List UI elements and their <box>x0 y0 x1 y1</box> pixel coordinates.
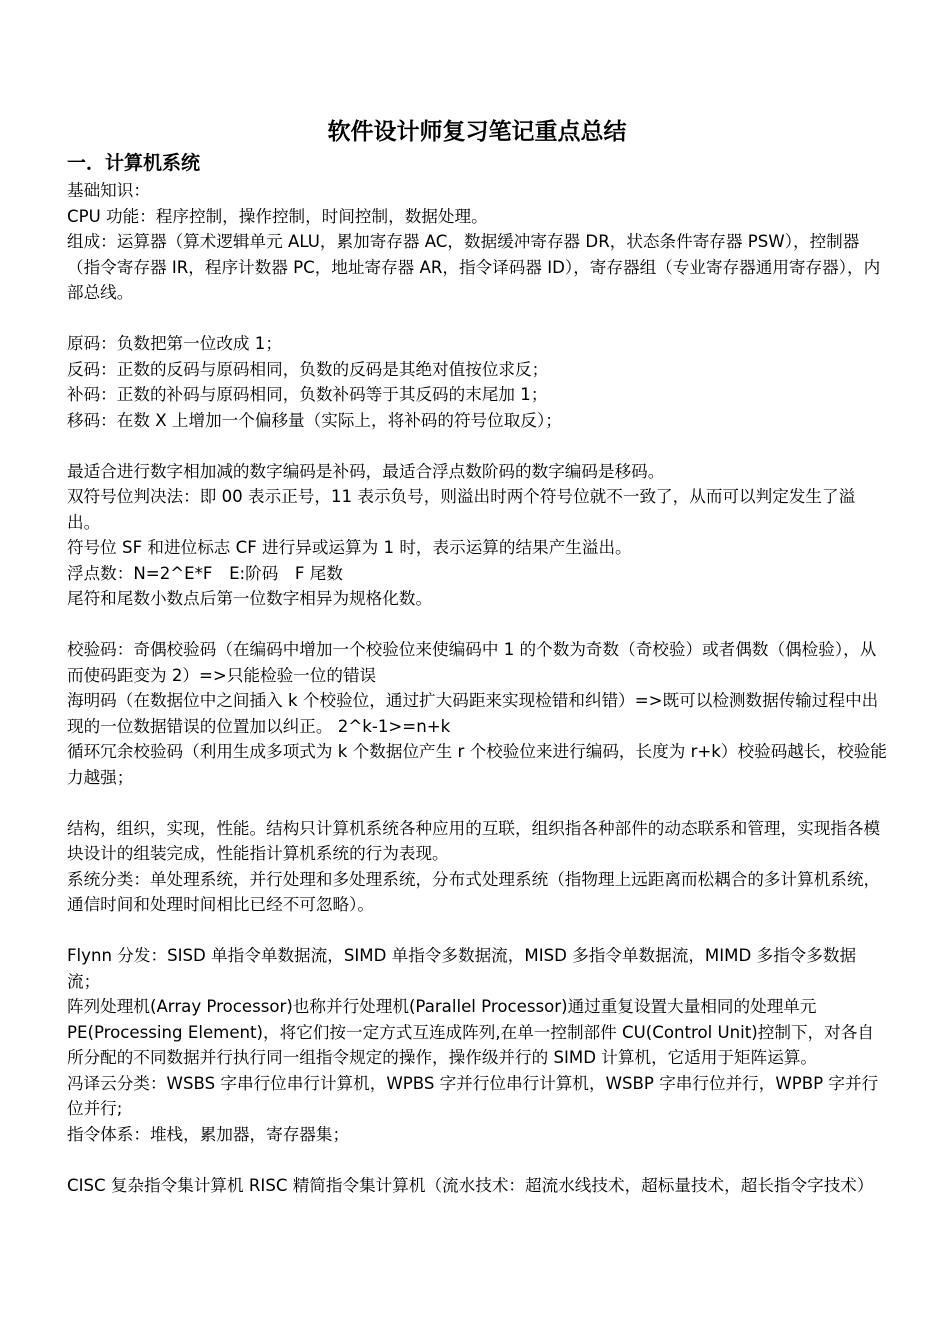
body-paragraph: 浮点数：N=2^E*F E:阶码 F 尾数 <box>67 563 343 583</box>
body-paragraph: 组成：运算器（算术逻辑单元 ALU，累加寄存器 AC，数据缓冲寄存器 DR，状态条件寄存器 PSW），控制器（指令寄存器 IR，程序计数器 PC，地址寄存器 AR，指令译码器 ID），寄存器组（专业寄存器通用寄存器），内部总线。 <box>67 232 881 302</box>
body-paragraph: 补码：正数的补码与原码相同，负数补码等于其反码的末尾加 1； <box>67 385 548 404</box>
body-paragraph: 指令体系：堆栈，累加器，寄存器集； <box>67 1124 350 1144</box>
paragraph-gap <box>67 433 887 459</box>
document-title: 软件设计师复习笔记重点总结 <box>327 119 627 145</box>
body-paragraph: 基础知识： <box>67 181 150 200</box>
paragraph-gap <box>67 306 887 332</box>
body-paragraph: 尾符和尾数小数点后第一位数字相异为规格化数。 <box>67 589 433 608</box>
body-paragraph: 循环冗余校验码（利用生成多项式为 k 个数据位产生 r 个校验位来进行编码，长度为 r+k）校验码越长，校验能力越强； <box>67 742 887 787</box>
body-paragraph: 海明码（在数据位中之间插入 k 个校验位，通过扩大码距来实现检错和纠错）=>既可以检测数据传输过程中出现的一位数据错误的位置加以纠正。 2^k-1>=n+k <box>67 691 879 736</box>
body-paragraph: 结构，组织，实现，性能。结构只计算机系统各种应用的互联，组织指各种部件的动态联系和管理，实现指各模块设计的组装完成，性能指计算机系统的行为表现。 <box>67 818 881 863</box>
body-paragraph: CISC 复杂指令集计算机 RISC 精简指令集计算机（流水技术：超流水线技术，超标量技术，超长指令字技术） <box>67 1175 874 1195</box>
body-paragraph: 最适合进行数字相加减的数字编码是补码，最适合浮点数阶码的数字编码是移码。 <box>67 461 665 481</box>
body-paragraph: 系统分类：单处理系统，并行处理和多处理系统，分布式处理系统（指物理上远距离而松耦合的多计算机系统，通信时间和处理时间相比已经不可忽略）。 <box>67 869 881 914</box>
body-paragraph: 原码：负数把第一位改成 1； <box>67 334 282 353</box>
paragraph-gap <box>67 790 887 816</box>
body-paragraph: Flynn 分发：SISD 单指令单数据流，SIMD 单指令多数据流，MISD 多指令单数据流，MIMD 多指令多数据流； <box>67 946 857 991</box>
document-body <box>67 178 887 1198</box>
body-paragraph: 符号位 SF 和进位标志 CF 进行异或运算为 1 时，表示运算的结果产生溢出。 <box>67 538 632 557</box>
body-paragraph: 反码：正数的反码与原码相同，负数的反码是其绝对值按位求反； <box>67 359 549 379</box>
body-paragraph: 阵列处理机(Array Processor)也称并行处理机(Parallel Processor)通过重复设置大量相同的处理单元 PE(Processing Element)，将它们按一定方式互连成阵列,在单一控制部件 CU(Control Unit)控制下，对各自所分配的不同数据并行执行同一组指令规定的操作，操作级并行的 SIMD 计算机，它适用于矩阵运算。 <box>67 997 874 1067</box>
paragraph-gap <box>67 918 887 944</box>
body-paragraph: 冯译云分类：WSBS 字串行位串行计算机，WPBS 字并行位串行计算机，WSBP 字串行位并行，WPBP 字并行位并行; <box>67 1073 879 1118</box>
body-paragraph: 双符号位判决法：即 00 表示正号，11 表示负号，则溢出时两个符号位就不一致了，从而可以判定发生了溢出。 <box>67 487 856 532</box>
section-heading: 一．计算机系统 <box>67 152 201 174</box>
body-paragraph: 移码：在数 X 上增加一个偏移量（实际上，将补码的符号位取反）； <box>67 410 562 430</box>
paragraph-gap <box>67 612 887 638</box>
paragraph-gap <box>67 1147 887 1173</box>
body-paragraph: 校验码：奇偶校验码（在编码中增加一个校验位来使编码中 1 的个数为奇数（奇校验）或者偶数（偶检验），从而使码距变为 2）=>只能检验一位的错误 <box>67 640 877 685</box>
body-paragraph: CPU 功能：程序控制，操作控制，时间控制，数据处理。 <box>67 206 488 226</box>
